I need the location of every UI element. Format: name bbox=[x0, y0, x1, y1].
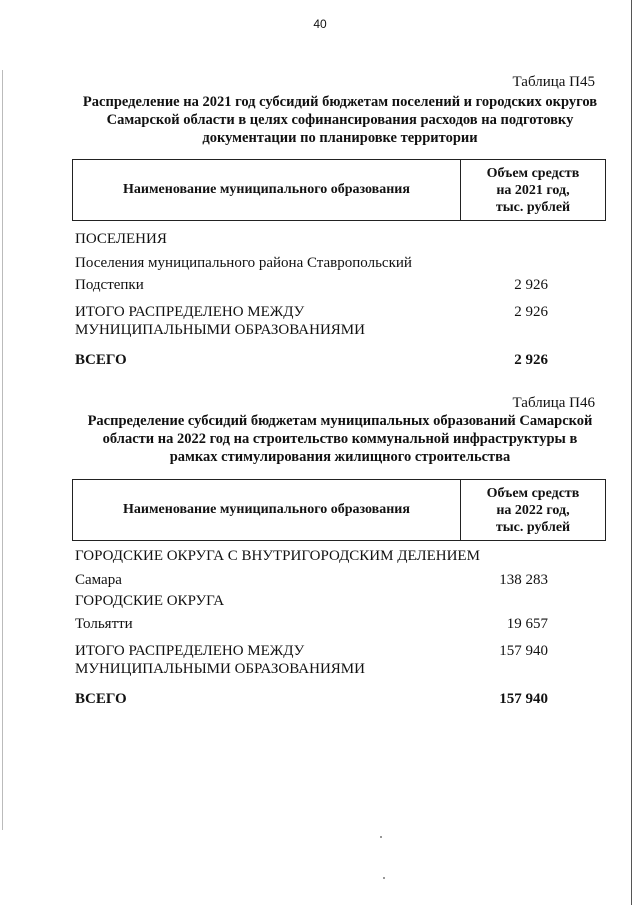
page-number: 40 bbox=[313, 17, 327, 31]
table-label: Таблица П46 bbox=[512, 395, 595, 411]
total-label-line: МУНИЦИПАЛЬНЫМИ ОБРАЗОВАНИЯМИ bbox=[75, 661, 365, 677]
column-header-name: Наименование муниципального образования bbox=[73, 160, 461, 220]
table-title: Распределение на 2021 год субсидий бюджетам поселений и городских округов Самарской области в целях софинансирования расходов на подготовку документации по планировке территории bbox=[82, 94, 598, 146]
table-row-label: Поселения муниципального района Ставропольский bbox=[75, 255, 412, 271]
right-page-edge bbox=[631, 0, 632, 905]
table-row-value: 19 657 bbox=[506, 616, 548, 632]
left-page-edge bbox=[2, 70, 3, 830]
table-row-label: ГОРОДСКИЕ ОКРУГА С ВНУТРИГОРОДСКИМ ДЕЛЕНИЕМ bbox=[75, 548, 480, 564]
total-value: 157 940 bbox=[499, 643, 548, 659]
column-header-value-line: Объем средств bbox=[486, 165, 580, 181]
total-label-line: МУНИЦИПАЛЬНЫМИ ОБРАЗОВАНИЯМИ bbox=[75, 322, 365, 338]
table-title: Распределение субсидий бюджетам муниципальных образований Самарской области на 2022 год на строительство коммунальной инфраструктуры в рамках стимулирования жилищного строительства bbox=[87, 413, 593, 465]
grand-total-label: ВСЕГО bbox=[75, 691, 127, 707]
column-header-value bbox=[461, 480, 605, 540]
column-header-name: Наименование муниципального образования bbox=[73, 480, 461, 540]
column-header-value-line: тыс. рублей bbox=[495, 519, 571, 535]
table-row-label: Тольятти bbox=[75, 616, 133, 632]
column-header-value-line: Объем средств bbox=[486, 485, 580, 501]
scan-speck bbox=[380, 836, 382, 838]
table-row-value: 138 283 bbox=[499, 572, 548, 588]
total-value: 2 926 bbox=[514, 304, 548, 320]
grand-total-value: 2 926 bbox=[514, 352, 548, 368]
column-header-value-line: на 2021 год, bbox=[496, 182, 570, 198]
total-label-line: ИТОГО РАСПРЕДЕЛЕНО МЕЖДУ bbox=[75, 643, 305, 659]
table-header bbox=[72, 479, 606, 541]
column-header-value bbox=[461, 160, 605, 220]
table-row-label: Подстепки bbox=[75, 277, 144, 293]
grand-total-label: ВСЕГО bbox=[75, 352, 127, 368]
scan-speck bbox=[383, 877, 385, 879]
table-row-label: Самара bbox=[75, 572, 122, 588]
total-label-line: ИТОГО РАСПРЕДЕЛЕНО МЕЖДУ bbox=[75, 304, 305, 320]
table-header bbox=[72, 159, 606, 221]
table-row-value: 2 926 bbox=[514, 277, 548, 293]
grand-total-value: 157 940 bbox=[499, 691, 548, 707]
table-row-label: ГОРОДСКИЕ ОКРУГА bbox=[75, 593, 225, 609]
table-row-label: ПОСЕЛЕНИЯ bbox=[75, 231, 167, 247]
table-label: Таблица П45 bbox=[512, 74, 595, 90]
column-header-value-line: тыс. рублей bbox=[495, 199, 571, 215]
column-header-value-line: на 2022 год, bbox=[496, 502, 570, 518]
